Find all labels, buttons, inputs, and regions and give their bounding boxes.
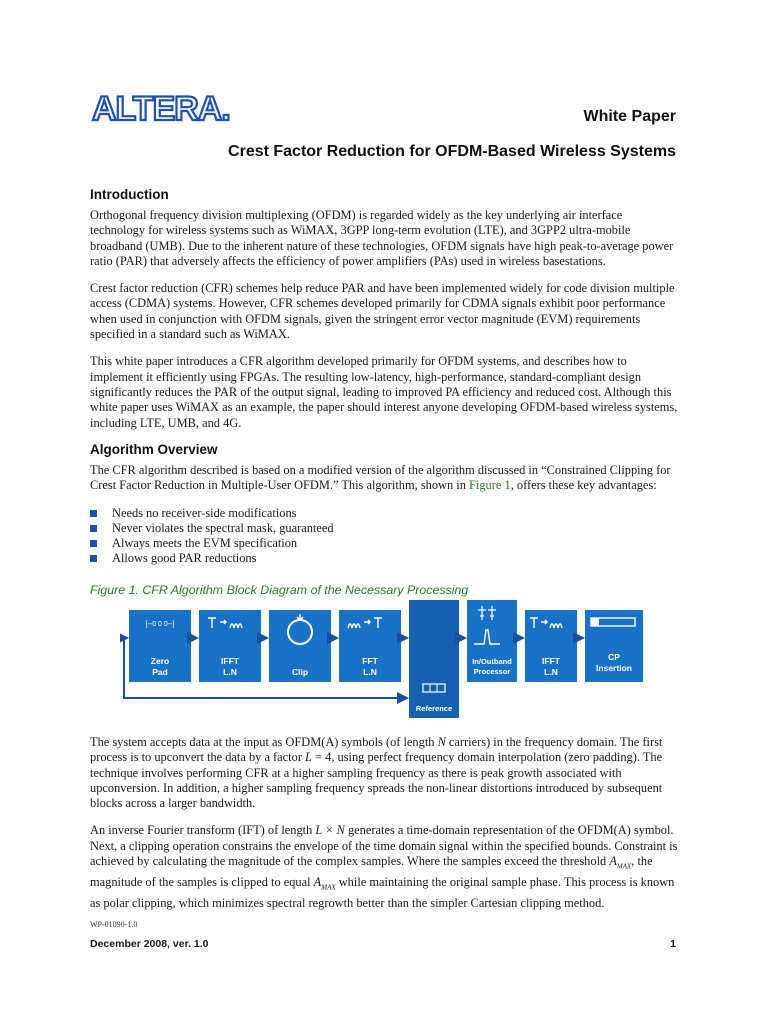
list-item (90, 536, 680, 551)
processor-label-2: Processor (473, 667, 511, 676)
fft-label-1: FFT (362, 656, 378, 666)
fft-label-2: L.N (363, 667, 377, 677)
reference-label: Reference (415, 704, 453, 713)
ifft1-label-2: L.N (223, 667, 237, 677)
body2-paragraph-2 (90, 823, 680, 910)
bullet-text: Needs no receiver-side modifications (112, 505, 297, 520)
advantages-list (90, 506, 680, 567)
overview-heading: Algorithm Overview (90, 442, 218, 457)
altera-logo (90, 90, 230, 126)
text-run: while maintaining the original sample phase. This process is known as polar clipping, which minimizes spectral regrowth better than the simpler Cartesian clipping method. (90, 874, 675, 910)
overview-section (90, 442, 680, 603)
var-amax: A (609, 854, 617, 869)
ifft2-label-1: IFFT (542, 656, 560, 666)
text-run: = 4, using perfect frequency domain interpolation (zero padding). The technique involves performing CFR at a higher sampling frequency as there is peak growth associated with upconversion. In addition, a higher sampling frequency spreads the non-linear distortions introduced by subsequent blocks across a larger bandwidth. (90, 750, 663, 811)
page-number: 1 (670, 938, 676, 950)
bullet-square-icon (90, 510, 97, 517)
intro-heading: Introduction (90, 187, 169, 202)
bullet-square-icon (90, 555, 97, 562)
overview-text-a: The CFR algorithm described is based on a modified version of the algorithm discussed in “Constrained Clipping for Crest Factor Reduction in Multiple-User OFDM.” This algorithm, shown in (90, 463, 671, 493)
list-item (90, 506, 680, 521)
var-n: N (437, 735, 446, 749)
ifft1-label-1: IFFT (221, 656, 239, 666)
cp-insertion-block (585, 610, 643, 682)
figure-1-link[interactable]: Figure 1 (469, 478, 511, 493)
processor-block (467, 600, 517, 682)
document-id: WP-01090-1.0 (90, 920, 138, 929)
fft-block (339, 610, 401, 682)
text-run: carriers) in the frequency domain. The first process is to upconvert the data by a factor (90, 735, 663, 765)
var-l: L (305, 750, 312, 765)
page-title: Crest Factor Reduction for OFDM-Based Wireless Systems (228, 143, 676, 160)
zero-pad-label-1: Zero (150, 656, 170, 666)
cp-label-2: Insertion (596, 663, 632, 673)
doc-type-label: White Paper (583, 108, 676, 125)
list-item (90, 551, 680, 566)
cp-label-1: CP (608, 652, 620, 662)
text-run: generates a time-domain representation of the OFDM(A) symbol. Next, a clipping operation constrains the envelope of the time domain signal within the specified bounds. Constraint is achieved by calculating the magnitude of the complex samples. Where the samples exceed the threshold (90, 823, 678, 869)
cfr-block-diagram (120, 598, 645, 720)
text-run: The system accepts data at the input as OFDM(A) symbols (of length (90, 735, 438, 749)
logo-wordmark: ALTERA. (92, 90, 230, 126)
bullet-square-icon (90, 525, 97, 532)
zero-pad-label-2: Pad (152, 667, 168, 677)
ifft-block-1 (199, 610, 261, 682)
overview-paragraph (90, 463, 680, 494)
overview-text-b: , offers these key advantages: (510, 478, 657, 493)
var-amax: A (313, 874, 322, 889)
text-run: , the magnitude of the samples is clipped to equal (90, 854, 653, 889)
bullet-text: Never violates the spectral mask, guaranteed (112, 520, 334, 535)
intro-paragraph-3: This white paper introduces a CFR algorithm developed primarily for OFDM systems, and describes how to implement it efficiently using FPGAs. The resulting low-latency, high-performance, standard-compliant design significantly reduces the PAR of the output signal, leading to improved PA efficiency and reduced cost. Although this white paper uses WiMAX as an example, the paper should interest anyone developing OFDM-based wireless systems, including LTE, UMB, and 4G. (90, 354, 678, 430)
reference-block (409, 600, 459, 718)
text-run: An inverse Fourier transform (IFT) of length (90, 823, 316, 838)
ifft2-label-2: L.N (544, 667, 558, 677)
processor-label-1: In/Outband (472, 657, 512, 666)
var-lxn: L × N (315, 823, 345, 838)
intro-paragraph-1: Orthogonal frequency division multiplexing (OFDM) is regarded widely as the key underlying air interface technology for wireless systems such as WiMAX, 3GPP long-term evolution (LTE), and 3GPP2 ultra-mobile broadband (UMB). Due to the inherent nature of these technologies, OFDM signals have high peak-to-average power ratio (PAR) that adversely affects the efficiency of power amplifiers (PAs) used in wireless basestations. (90, 208, 674, 268)
zero-pad-glyph: [--0 0 0--] (145, 621, 175, 628)
footer-date: December 2008, ver. 1.0 (90, 938, 209, 950)
bullet-text: Allows good PAR reductions (112, 551, 257, 566)
clip-label: Clip (291, 667, 309, 677)
zero-pad-block (129, 610, 191, 682)
bullet-square-icon (90, 540, 97, 547)
var-amax-sub: MAX (616, 862, 632, 871)
figure-caption: Figure 1. CFR Algorithm Block Diagram of the Necessary Processing (90, 582, 469, 597)
var-amax-sub: MAX (321, 883, 336, 892)
intro-paragraph-2: Crest factor reduction (CFR) schemes help reduce PAR and have been implemented widely for code division multiple access (CDMA) systems. However, CFR schemes developed primarily for CDMA signals exhibit poor performance when used in conjunction with OFDM signals, given the stringent error vector magnitude (EVM) requirements specified in a standard such as WiMAX. (90, 281, 675, 342)
clip-block (269, 610, 331, 682)
ifft-block-2 (525, 610, 577, 682)
bullet-text: Always meets the EVM specification (112, 536, 298, 551)
list-item (90, 521, 680, 536)
body-section-2 (90, 735, 680, 923)
body2-paragraph-1 (90, 735, 680, 811)
intro-section (90, 187, 680, 443)
